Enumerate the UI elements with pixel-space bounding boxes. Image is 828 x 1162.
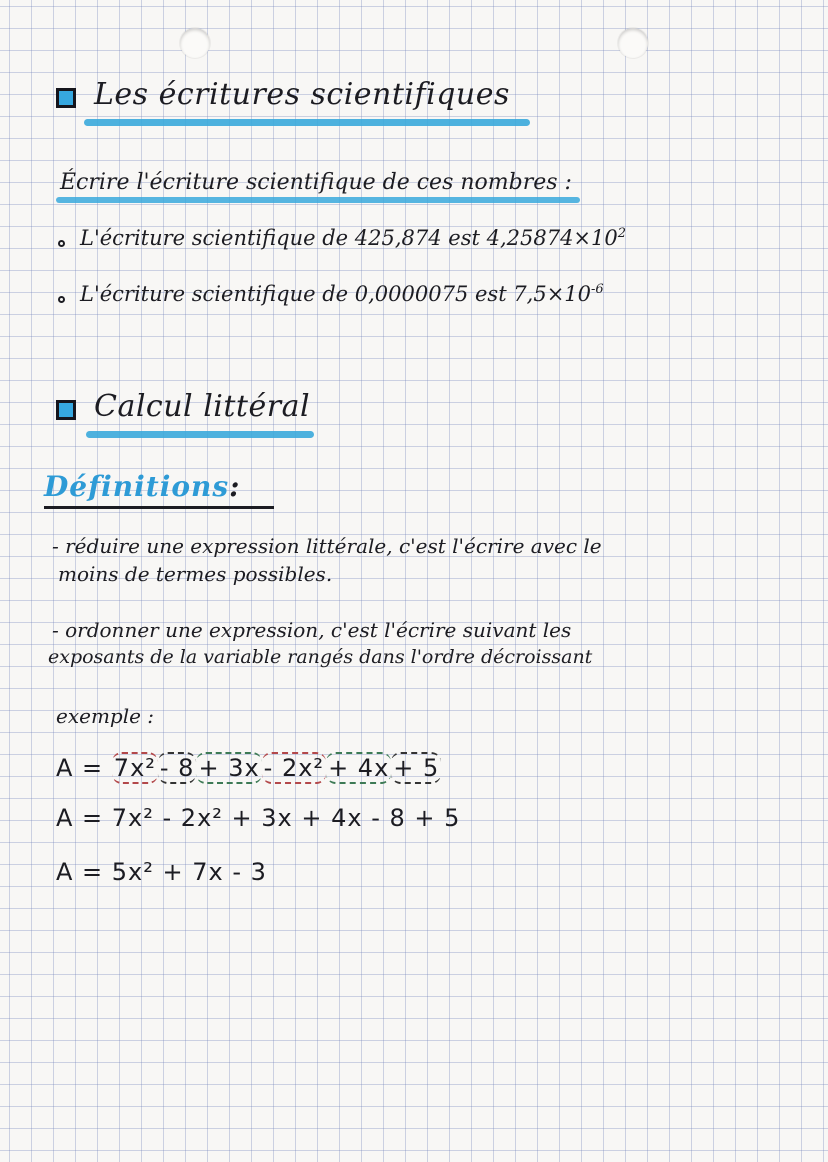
section-2-header [56, 389, 311, 426]
equation-term: + 4x [328, 754, 390, 782]
equation-term: - 8 [159, 754, 195, 782]
equation-2: A = 7x² - 2x² + 3x + 4x - 8 + 5 [56, 804, 461, 832]
bullet-item-2 [80, 282, 604, 306]
equation-term: 7x² [113, 754, 156, 782]
section-1-title: Les écritures scientifiques [94, 77, 510, 112]
bullet-icon [58, 296, 65, 303]
equation-term: - 2x² [263, 754, 325, 782]
bullet-icon [58, 240, 65, 247]
checkbox-icon [56, 400, 76, 420]
bullet-item-1-text: L'écriture scientifique de 425,874 est 4,25874×10 [80, 226, 618, 250]
definition-1-line-1: - réduire une expression littérale, c'est l'écrire avec le [52, 534, 602, 558]
section-2-title: Calcul littéral [94, 389, 311, 424]
checkbox-icon [56, 88, 76, 108]
bullet-item-2-exponent: -6 [591, 282, 604, 297]
definitions-heading-text: Définitions [44, 470, 230, 503]
equation-term: + 5 [393, 754, 440, 782]
equation-term: + 3x [198, 754, 260, 782]
equation-1 [56, 752, 441, 784]
bullet-item-2-text: L'écriture scientifique de 0,0000075 est 7,5×10 [80, 282, 592, 306]
definition-1-line-2: moins de termes possibles. [58, 562, 333, 586]
equation-3: A = 5x² + 7x - 3 [56, 858, 267, 886]
section-1-header [56, 77, 510, 114]
punch-hole-right [618, 28, 648, 58]
instruction-text: Écrire l'écriture scientifique de ces nombres : [60, 170, 572, 195]
definitions-heading [44, 470, 240, 503]
punch-hole-left [180, 28, 210, 58]
example-label: exemple : [56, 704, 155, 728]
equation-1-lhs: A = [56, 754, 104, 782]
definition-2-line-2: exposants de la variable rangés dans l'ordre décroissant [48, 646, 593, 668]
definitions-heading-colon: : [229, 470, 241, 503]
definitions-underline [44, 506, 274, 509]
bullet-item-1-exponent: 2 [617, 226, 627, 241]
instruction-block [60, 170, 572, 195]
bullet-item-1 [80, 226, 626, 250]
definition-2-line-1: - ordonner une expression, c'est l'écrire suivant les [52, 618, 572, 642]
